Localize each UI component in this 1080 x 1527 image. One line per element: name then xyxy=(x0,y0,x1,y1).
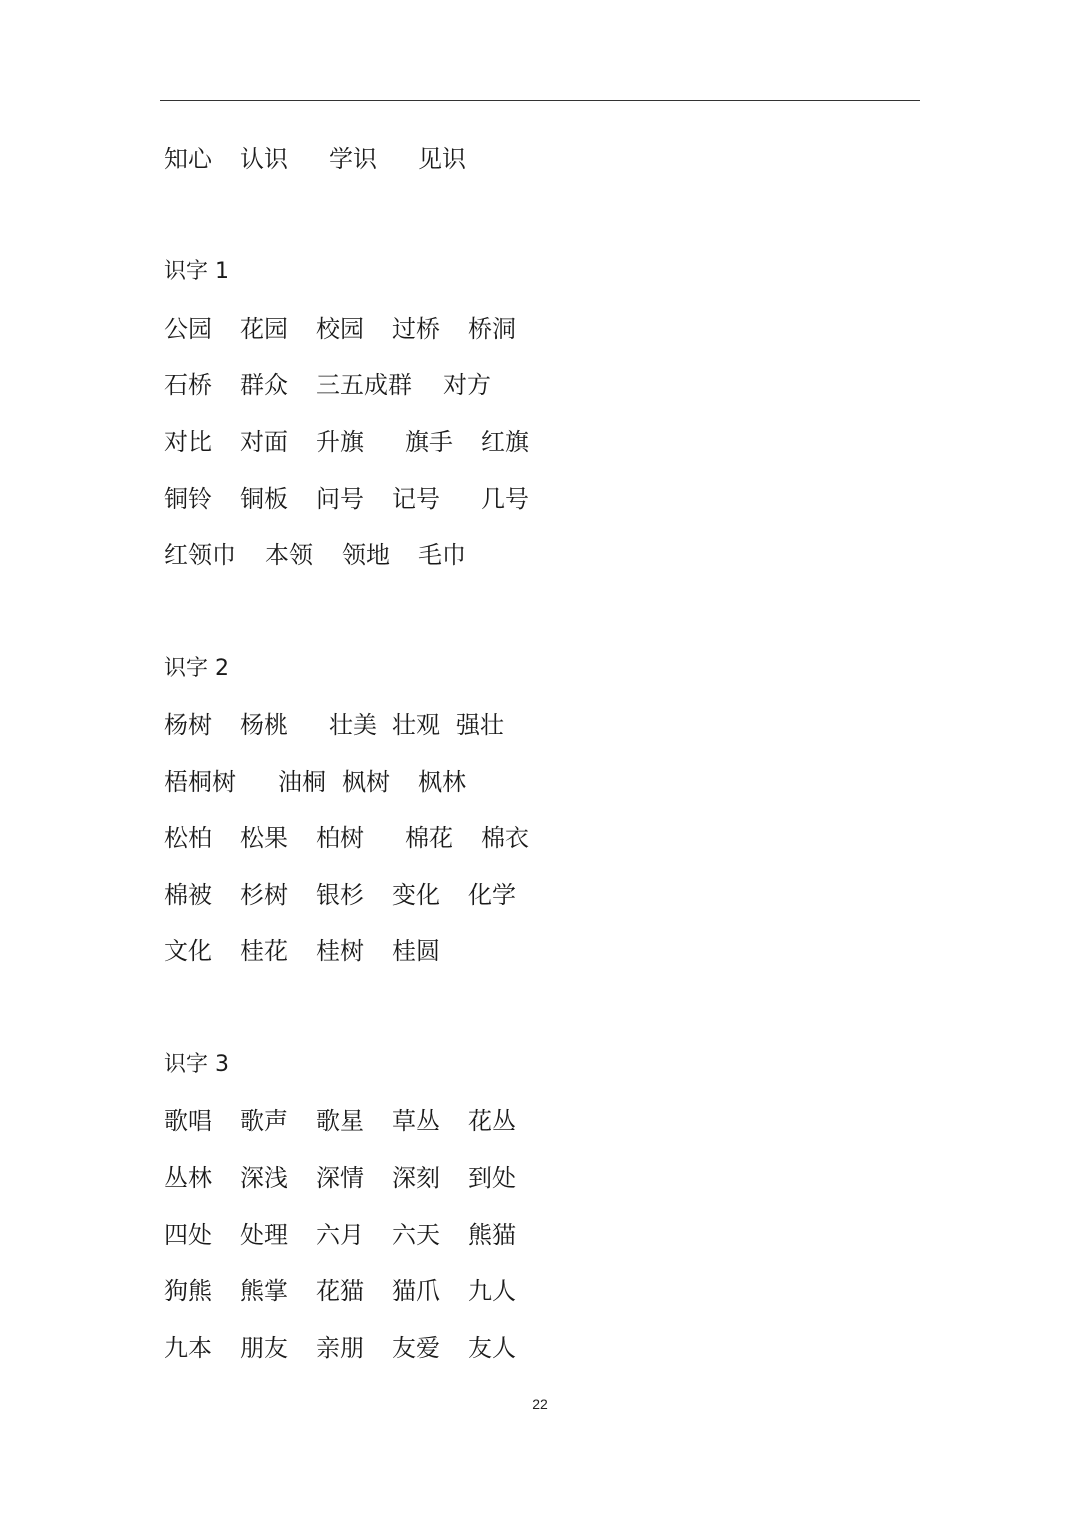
word: 文化 xyxy=(164,937,212,965)
word: 熊掌 xyxy=(240,1277,288,1305)
word: 棉被 xyxy=(164,881,212,909)
word: 狗熊 xyxy=(164,1277,212,1305)
word: 对面 xyxy=(240,428,288,456)
word: 见识 xyxy=(418,145,466,173)
word: 升旗 xyxy=(316,428,364,456)
word: 几号 xyxy=(481,485,529,513)
section-heading: 识字 2 xyxy=(164,656,229,681)
word: 学识 xyxy=(329,145,377,173)
word: 杨树 xyxy=(164,711,212,739)
word: 银杉 xyxy=(316,881,364,909)
word: 油桐 xyxy=(278,768,326,796)
word: 本领 xyxy=(265,541,313,569)
word: 三五成群 xyxy=(316,371,412,399)
word: 对比 xyxy=(164,428,212,456)
word: 熊猫 xyxy=(468,1221,516,1249)
word: 深情 xyxy=(316,1164,364,1192)
word: 变化 xyxy=(392,881,440,909)
word: 枫树 xyxy=(342,768,390,796)
word: 红旗 xyxy=(481,428,529,456)
word: 棉衣 xyxy=(481,824,529,852)
word: 深浅 xyxy=(240,1164,288,1192)
word: 记号 xyxy=(392,485,440,513)
word: 旗手 xyxy=(405,428,453,456)
word: 强壮 xyxy=(456,711,504,739)
word: 四处 xyxy=(164,1221,212,1249)
word: 对方 xyxy=(443,371,491,399)
word: 杨桃 xyxy=(240,711,288,739)
word: 花丛 xyxy=(468,1107,516,1135)
word: 杉树 xyxy=(240,881,288,909)
word: 公园 xyxy=(164,315,212,343)
word: 群众 xyxy=(240,371,288,399)
word: 铜铃 xyxy=(164,485,212,513)
word: 认识 xyxy=(240,145,288,173)
word: 深刻 xyxy=(392,1164,440,1192)
word: 领地 xyxy=(342,541,390,569)
page-number: 22 xyxy=(532,1396,548,1412)
word: 九本 xyxy=(164,1334,212,1362)
header-rule xyxy=(160,100,920,101)
word: 到处 xyxy=(468,1164,516,1192)
word: 桂圆 xyxy=(392,937,440,965)
word: 朋友 xyxy=(240,1334,288,1362)
word: 歌星 xyxy=(316,1107,364,1135)
word: 知心 xyxy=(164,145,212,173)
word: 友人 xyxy=(468,1334,516,1362)
word: 歌声 xyxy=(240,1107,288,1135)
word: 花园 xyxy=(240,315,288,343)
word: 亲朋 xyxy=(316,1334,364,1362)
word: 六月 xyxy=(316,1221,364,1249)
section-heading: 识字 1 xyxy=(164,259,229,284)
word: 棉花 xyxy=(405,824,453,852)
word: 桥洞 xyxy=(468,315,516,343)
word: 松柏 xyxy=(164,824,212,852)
word: 草丛 xyxy=(392,1107,440,1135)
word: 枫林 xyxy=(418,768,466,796)
word: 梧桐树 xyxy=(164,768,236,796)
word: 红领巾 xyxy=(164,541,236,569)
section-heading: 识字 3 xyxy=(164,1052,229,1077)
word: 松果 xyxy=(240,824,288,852)
word: 壮观 xyxy=(392,711,440,739)
word: 化学 xyxy=(468,881,516,909)
word: 猫爪 xyxy=(392,1277,440,1305)
word: 处理 xyxy=(240,1221,288,1249)
word: 歌唱 xyxy=(164,1107,212,1135)
word: 石桥 xyxy=(164,371,212,399)
word: 校园 xyxy=(316,315,364,343)
word: 桂花 xyxy=(240,937,288,965)
word: 花猫 xyxy=(316,1277,364,1305)
word: 过桥 xyxy=(392,315,440,343)
word: 铜板 xyxy=(240,485,288,513)
word: 桂树 xyxy=(316,937,364,965)
word: 壮美 xyxy=(329,711,377,739)
word: 六天 xyxy=(392,1221,440,1249)
word: 九人 xyxy=(468,1277,516,1305)
word: 友爱 xyxy=(392,1334,440,1362)
word: 毛巾 xyxy=(418,541,466,569)
word: 柏树 xyxy=(316,824,364,852)
word: 问号 xyxy=(316,485,364,513)
word: 丛林 xyxy=(164,1164,212,1192)
